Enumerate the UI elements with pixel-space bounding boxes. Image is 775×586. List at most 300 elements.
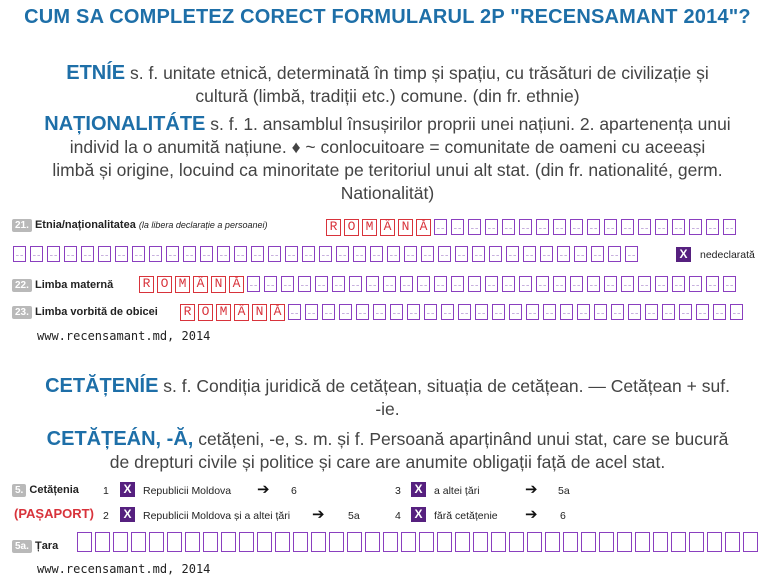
- box-guide-line: [492, 255, 499, 256]
- character-box[interactable]: [723, 219, 736, 235]
- etnie-definition: [0, 62, 775, 108]
- option-2-goto: 5a: [348, 510, 360, 522]
- character-box[interactable]: [247, 276, 260, 292]
- q22-number: 22.: [12, 279, 32, 292]
- character-box[interactable]: [473, 532, 488, 552]
- character-box[interactable]: [370, 246, 383, 262]
- box-guide-line: [665, 313, 672, 314]
- cetatean-line2: de drepturi civile și politice și care are anumite obligații față de acel stat.: [109, 452, 666, 472]
- entered-letter[interactable]: N: [252, 304, 267, 321]
- box-guide-line: [628, 255, 635, 256]
- character-box[interactable]: [365, 532, 380, 552]
- option-4-goto: 6: [560, 510, 566, 522]
- character-box[interactable]: [434, 219, 447, 235]
- character-box[interactable]: [455, 246, 468, 262]
- box-guide-line: [441, 255, 448, 256]
- nationalitate-line1: s. f. 1. ansamblul însușirilor proprii unei națiuni. 2. apartenența unui: [205, 114, 731, 134]
- entered-letter[interactable]: M: [175, 276, 190, 293]
- character-box[interactable]: [570, 219, 583, 235]
- character-box[interactable]: [149, 246, 162, 262]
- character-box[interactable]: [319, 246, 332, 262]
- character-box[interactable]: [604, 219, 617, 235]
- arrow-icon: ➔: [525, 506, 538, 523]
- character-box[interactable]: [64, 246, 77, 262]
- character-box[interactable]: [594, 304, 607, 320]
- box-guide-line: [444, 313, 451, 314]
- box-guide-line: [118, 255, 125, 256]
- option-3-checkbox[interactable]: X: [411, 482, 426, 497]
- option-4-label: fără cetățenie: [434, 510, 498, 522]
- box-guide-line: [726, 228, 733, 229]
- q21-note: (la libera declarație a persoanei): [138, 220, 268, 230]
- character-box[interactable]: [509, 304, 522, 320]
- nationalitate-line4: Nationalität): [340, 183, 435, 203]
- entered-letter[interactable]: Â: [380, 219, 395, 236]
- character-box[interactable]: [543, 304, 556, 320]
- character-box[interactable]: [234, 246, 247, 262]
- character-box[interactable]: [527, 532, 542, 552]
- character-box[interactable]: [30, 246, 43, 262]
- character-box[interactable]: [302, 246, 315, 262]
- box-guide-line: [529, 313, 536, 314]
- character-box[interactable]: [553, 219, 566, 235]
- q23-number: 23.: [12, 306, 32, 319]
- character-box[interactable]: [557, 246, 570, 262]
- entered-letter[interactable]: Ă: [229, 276, 244, 293]
- character-box[interactable]: [221, 532, 236, 552]
- character-box[interactable]: [491, 532, 506, 552]
- character-box[interactable]: [523, 246, 536, 262]
- box-guide-line: [288, 255, 295, 256]
- character-box[interactable]: [293, 532, 308, 552]
- character-box[interactable]: [455, 532, 470, 552]
- character-box[interactable]: [574, 246, 587, 262]
- character-box[interactable]: [635, 532, 650, 552]
- character-box[interactable]: [662, 304, 675, 320]
- box-guide-line: [580, 313, 587, 314]
- character-box[interactable]: [451, 219, 464, 235]
- q21-label-row: [12, 219, 267, 231]
- character-box[interactable]: [257, 532, 272, 552]
- box-guide-line: [692, 228, 699, 229]
- box-guide-line: [658, 228, 665, 229]
- page-title: CUM SA COMPLETEZ CORECT FORMULARUL 2P "RECENSAMANT 2014"?: [24, 6, 751, 28]
- box-guide-line: [471, 228, 478, 229]
- character-box[interactable]: [475, 304, 488, 320]
- box-guide-line: [454, 285, 461, 286]
- character-box[interactable]: [332, 276, 345, 292]
- character-box[interactable]: [608, 246, 621, 262]
- box-guide-line: [203, 255, 210, 256]
- box-guide-line: [512, 313, 519, 314]
- entered-letter[interactable]: R: [139, 276, 154, 293]
- box-guide-line: [152, 255, 159, 256]
- option-4-number: 4: [395, 510, 401, 522]
- q5a-number: 5a.: [12, 540, 32, 553]
- character-box[interactable]: [581, 532, 596, 552]
- entered-letter[interactable]: Â: [234, 304, 249, 321]
- character-box[interactable]: [95, 532, 110, 552]
- box-guide-line: [556, 285, 563, 286]
- entered-letter[interactable]: Â: [193, 276, 208, 293]
- option-3-number: 3: [395, 485, 401, 497]
- character-box[interactable]: [706, 219, 719, 235]
- q21-number: 21.: [12, 219, 32, 232]
- character-box[interactable]: [305, 304, 318, 320]
- box-guide-line: [135, 255, 142, 256]
- box-guide-line: [526, 255, 533, 256]
- entered-letter[interactable]: O: [198, 304, 213, 321]
- box-guide-line: [424, 255, 431, 256]
- box-guide-line: [339, 255, 346, 256]
- character-box[interactable]: [275, 532, 290, 552]
- box-guide-line: [376, 313, 383, 314]
- character-box[interactable]: [407, 304, 420, 320]
- character-box[interactable]: [13, 246, 26, 262]
- character-box[interactable]: [638, 276, 651, 292]
- box-guide-line: [16, 255, 23, 256]
- character-box[interactable]: [725, 532, 740, 552]
- character-box[interactable]: [672, 276, 685, 292]
- character-box[interactable]: [167, 532, 182, 552]
- box-guide-line: [386, 285, 393, 286]
- character-box[interactable]: [540, 246, 553, 262]
- box-guide-line: [716, 313, 723, 314]
- character-box[interactable]: [621, 219, 634, 235]
- entered-letter[interactable]: M: [216, 304, 231, 321]
- character-box[interactable]: [347, 532, 362, 552]
- character-box[interactable]: [387, 246, 400, 262]
- box-guide-line: [410, 313, 417, 314]
- character-box[interactable]: [492, 304, 505, 320]
- character-box[interactable]: [485, 219, 498, 235]
- box-guide-line: [291, 313, 298, 314]
- q21-label: Etnia/naționalitatea: [34, 219, 136, 231]
- character-box[interactable]: [458, 304, 471, 320]
- etnie-line1: s. f. unitate etnică, determinată în timp și spațiu, cu trăsături de civilizație și: [125, 63, 709, 83]
- character-box[interactable]: [200, 246, 213, 262]
- character-box[interactable]: [587, 219, 600, 235]
- character-box[interactable]: [628, 304, 641, 320]
- character-box[interactable]: [401, 532, 416, 552]
- box-guide-line: [322, 255, 329, 256]
- character-box[interactable]: [502, 276, 515, 292]
- character-box[interactable]: [671, 532, 686, 552]
- character-box[interactable]: [356, 304, 369, 320]
- box-guide-line: [658, 285, 665, 286]
- nationalitate-line2: individ la o anumită națiune. ♦ ~ conlocuitoare = comunitate de oameni cu aceeași: [69, 137, 706, 157]
- character-box[interactable]: [489, 246, 502, 262]
- character-box[interactable]: [419, 532, 434, 552]
- character-box[interactable]: [655, 276, 668, 292]
- character-box[interactable]: [132, 246, 145, 262]
- etnie-term: ETNÍE: [66, 62, 126, 84]
- option-2-label: Republicii Moldova și a altei țări: [143, 510, 291, 522]
- box-guide-line: [373, 255, 380, 256]
- box-guide-line: [169, 255, 176, 256]
- character-box[interactable]: [166, 246, 179, 262]
- character-box[interactable]: [239, 532, 254, 552]
- box-guide-line: [546, 313, 553, 314]
- entered-letter[interactable]: O: [344, 219, 359, 236]
- character-box[interactable]: [689, 219, 702, 235]
- character-box[interactable]: [672, 219, 685, 235]
- box-guide-line: [186, 255, 193, 256]
- box-guide-line: [539, 285, 546, 286]
- character-box[interactable]: [451, 276, 464, 292]
- q23-label: Limba vorbită de obicei: [34, 306, 158, 318]
- character-box[interactable]: [185, 532, 200, 552]
- character-box[interactable]: [611, 304, 624, 320]
- box-guide-line: [318, 285, 325, 286]
- character-box[interactable]: [417, 276, 430, 292]
- cetatean-line1: cetățeni, -e, s. m. și f. Persoană aparținând unui stat, care se bucură: [193, 429, 729, 449]
- character-box[interactable]: [707, 532, 722, 552]
- q5a-label-row: [12, 540, 58, 552]
- character-box[interactable]: [203, 532, 218, 552]
- box-guide-line: [675, 228, 682, 229]
- box-guide-line: [237, 255, 244, 256]
- character-box[interactable]: [298, 276, 311, 292]
- box-guide-line: [624, 285, 631, 286]
- box-guide-line: [301, 285, 308, 286]
- box-guide-line: [577, 255, 584, 256]
- arrow-icon: ➔: [257, 481, 270, 498]
- box-guide-line: [369, 285, 376, 286]
- character-box[interactable]: [468, 276, 481, 292]
- box-guide-line: [305, 255, 312, 256]
- character-box[interactable]: [653, 532, 668, 552]
- nationalitate-line3: limbă și origine, locuind ca minoritate pe teritoriul unui alt stat. (din fr. nationalité, germ.: [52, 160, 723, 180]
- character-box[interactable]: [655, 219, 668, 235]
- character-box[interactable]: [404, 246, 417, 262]
- character-box[interactable]: [268, 246, 281, 262]
- box-guide-line: [614, 313, 621, 314]
- cetatean-definition: [0, 428, 775, 474]
- box-guide-line: [509, 255, 516, 256]
- character-box[interactable]: [604, 276, 617, 292]
- box-guide-line: [631, 313, 638, 314]
- character-box[interactable]: [621, 276, 634, 292]
- q5-label-row: [12, 484, 79, 496]
- box-guide-line: [539, 228, 546, 229]
- character-box[interactable]: [472, 246, 485, 262]
- box-guide-line: [726, 285, 733, 286]
- box-guide-line: [624, 228, 631, 229]
- character-box[interactable]: [563, 532, 578, 552]
- entered-letter[interactable]: Ă: [416, 219, 431, 236]
- box-guide-line: [573, 285, 580, 286]
- entered-letter[interactable]: N: [211, 276, 226, 293]
- box-guide-line: [560, 255, 567, 256]
- box-guide-line: [556, 228, 563, 229]
- character-box[interactable]: [713, 304, 726, 320]
- character-box[interactable]: [383, 276, 396, 292]
- box-guide-line: [709, 285, 716, 286]
- character-box[interactable]: [689, 532, 704, 552]
- cetatean-term: CETĂȚEÁN, -Ă,: [46, 428, 194, 450]
- box-guide-line: [437, 285, 444, 286]
- character-box[interactable]: [434, 276, 447, 292]
- box-guide-line: [488, 285, 495, 286]
- character-box[interactable]: [536, 219, 549, 235]
- character-box[interactable]: [183, 246, 196, 262]
- option-1-label: Republicii Moldova: [143, 485, 232, 497]
- arrow-icon: ➔: [525, 481, 538, 498]
- character-box[interactable]: [723, 276, 736, 292]
- character-box[interactable]: [366, 276, 379, 292]
- box-guide-line: [505, 228, 512, 229]
- character-box[interactable]: [131, 532, 146, 552]
- character-box[interactable]: [645, 304, 658, 320]
- character-box[interactable]: [98, 246, 111, 262]
- nedeclarata-checkbox[interactable]: X: [676, 247, 691, 262]
- box-guide-line: [522, 285, 529, 286]
- character-box[interactable]: [553, 276, 566, 292]
- character-box[interactable]: [322, 304, 335, 320]
- option-1-number: 1: [103, 485, 109, 497]
- character-box[interactable]: [536, 276, 549, 292]
- box-guide-line: [67, 255, 74, 256]
- character-box[interactable]: [264, 276, 277, 292]
- box-guide-line: [543, 255, 550, 256]
- character-box[interactable]: [336, 246, 349, 262]
- character-box[interactable]: [251, 246, 264, 262]
- character-box[interactable]: [570, 276, 583, 292]
- character-box[interactable]: [311, 532, 326, 552]
- box-guide-line: [488, 228, 495, 229]
- box-guide-line: [594, 255, 601, 256]
- character-box[interactable]: [339, 304, 352, 320]
- character-box[interactable]: [625, 246, 638, 262]
- character-box[interactable]: [285, 246, 298, 262]
- option-1-checkbox[interactable]: X: [120, 482, 135, 497]
- box-guide-line: [335, 285, 342, 286]
- character-box[interactable]: [545, 532, 560, 552]
- entered-letter[interactable]: R: [180, 304, 195, 321]
- box-guide-line: [505, 285, 512, 286]
- character-box[interactable]: [438, 246, 451, 262]
- character-box[interactable]: [743, 532, 758, 552]
- character-box[interactable]: [560, 304, 573, 320]
- character-box[interactable]: [349, 276, 362, 292]
- box-guide-line: [427, 313, 434, 314]
- character-box[interactable]: [329, 532, 344, 552]
- character-box[interactable]: [638, 219, 651, 235]
- box-guide-line: [101, 255, 108, 256]
- character-box[interactable]: [353, 246, 366, 262]
- character-box[interactable]: [383, 532, 398, 552]
- entered-letter[interactable]: Ă: [270, 304, 285, 321]
- entered-letter[interactable]: M: [362, 219, 377, 236]
- source-1: www.recensamant.md, 2014: [37, 329, 211, 343]
- character-box[interactable]: [689, 276, 702, 292]
- character-box[interactable]: [281, 276, 294, 292]
- character-box[interactable]: [485, 276, 498, 292]
- character-box[interactable]: [81, 246, 94, 262]
- character-box[interactable]: [113, 532, 128, 552]
- character-box[interactable]: [587, 276, 600, 292]
- character-box[interactable]: [706, 276, 719, 292]
- character-box[interactable]: [400, 276, 413, 292]
- character-box[interactable]: [591, 246, 604, 262]
- q5a-label: Țara: [34, 540, 59, 552]
- nedeclarata-label: nedeclarată: [700, 249, 755, 261]
- character-box[interactable]: [373, 304, 386, 320]
- character-box[interactable]: [77, 532, 92, 552]
- q22-label: Limba maternă: [34, 279, 114, 291]
- box-guide-line: [437, 228, 444, 229]
- box-guide-line: [675, 285, 682, 286]
- character-box[interactable]: [315, 276, 328, 292]
- character-box[interactable]: [149, 532, 164, 552]
- box-guide-line: [692, 285, 699, 286]
- cetatenie-line1: s. f. Condiția juridică de cetățean, situația de cetățean. — Cetățean + suf.: [158, 376, 730, 396]
- character-box[interactable]: [509, 532, 524, 552]
- box-guide-line: [84, 255, 91, 256]
- box-guide-line: [250, 285, 257, 286]
- character-box[interactable]: [468, 219, 481, 235]
- character-box[interactable]: [115, 246, 128, 262]
- etnie-line2: cultură (limbă, tradiții etc.) comune. (din fr. ethnie): [195, 86, 580, 106]
- nationalitate-definition: [0, 113, 775, 205]
- option-1-goto: 6: [291, 485, 297, 497]
- q5-label: Cetățenia: [29, 484, 79, 496]
- box-guide-line: [220, 255, 227, 256]
- box-guide-line: [352, 285, 359, 286]
- character-box[interactable]: [519, 219, 532, 235]
- box-guide-line: [359, 313, 366, 314]
- option-3-goto: 5a: [558, 485, 570, 497]
- character-box[interactable]: [437, 532, 452, 552]
- box-guide-line: [390, 255, 397, 256]
- box-guide-line: [495, 313, 502, 314]
- character-box[interactable]: [506, 246, 519, 262]
- character-box[interactable]: [441, 304, 454, 320]
- character-box[interactable]: [502, 219, 515, 235]
- character-box[interactable]: [217, 246, 230, 262]
- box-guide-line: [461, 313, 468, 314]
- box-guide-line: [607, 285, 614, 286]
- box-guide-line: [454, 228, 461, 229]
- character-box[interactable]: [526, 304, 539, 320]
- box-guide-line: [356, 255, 363, 256]
- character-box[interactable]: [519, 276, 532, 292]
- character-box[interactable]: [679, 304, 692, 320]
- source-2: www.recensamant.md, 2014: [37, 562, 211, 576]
- character-box[interactable]: [390, 304, 403, 320]
- box-guide-line: [607, 228, 614, 229]
- character-box[interactable]: [577, 304, 590, 320]
- box-guide-line: [284, 285, 291, 286]
- character-box[interactable]: [424, 304, 437, 320]
- entered-letter[interactable]: N: [398, 219, 413, 236]
- character-box[interactable]: [47, 246, 60, 262]
- option-4-checkbox[interactable]: X: [411, 507, 426, 522]
- box-guide-line: [325, 313, 332, 314]
- option-2-number: 2: [103, 510, 109, 522]
- character-box[interactable]: [730, 304, 743, 320]
- character-box[interactable]: [696, 304, 709, 320]
- character-box[interactable]: [288, 304, 301, 320]
- entered-letter[interactable]: O: [157, 276, 172, 293]
- entered-letter[interactable]: R: [326, 219, 341, 236]
- character-box[interactable]: [599, 532, 614, 552]
- option-2-checkbox[interactable]: X: [120, 507, 135, 522]
- character-box[interactable]: [617, 532, 632, 552]
- nationalitate-term: NAȚIONALITÁTE: [44, 113, 206, 135]
- character-box[interactable]: [421, 246, 434, 262]
